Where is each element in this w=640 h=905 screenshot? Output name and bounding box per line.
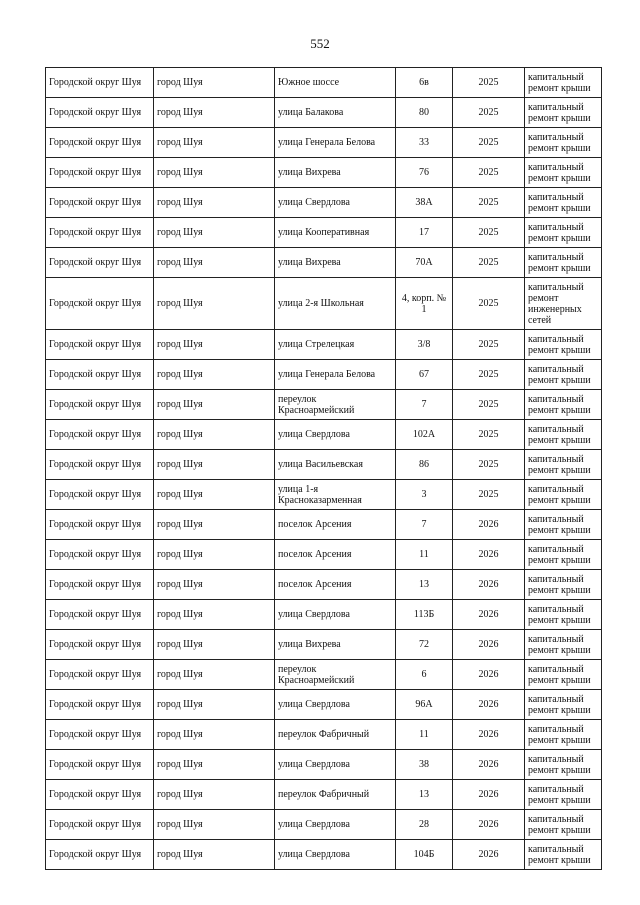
house-number-cell: 4, корп. № 1	[396, 278, 453, 330]
city-cell: город Шуя	[154, 450, 275, 480]
house-number-cell: 86	[396, 450, 453, 480]
page-number: 552	[310, 36, 330, 51]
table-row	[46, 660, 602, 690]
municipality-cell: Городской округ Шуя	[46, 540, 154, 570]
year-cell: 2026	[453, 750, 525, 780]
work-type-cell: капитальный ремонт крыши	[525, 98, 602, 128]
street-cell: улица Свердлова	[275, 690, 396, 720]
year-cell: 2025	[453, 390, 525, 420]
work-type-cell: капитальный ремонт крыши	[525, 390, 602, 420]
street-cell: улица Свердлова	[275, 188, 396, 218]
year-cell: 2025	[453, 68, 525, 98]
city-cell: город Шуя	[154, 690, 275, 720]
street-cell: поселок Арсения	[275, 570, 396, 600]
work-type-cell: капитальный ремонт крыши	[525, 660, 602, 690]
table-row	[46, 570, 602, 600]
municipality-cell: Городской округ Шуя	[46, 390, 154, 420]
table-row	[46, 128, 602, 158]
house-number-cell: 3/8	[396, 330, 453, 360]
work-type-cell: капитальный ремонт крыши	[525, 510, 602, 540]
municipality-cell: Городской округ Шуя	[46, 248, 154, 278]
table-row	[46, 750, 602, 780]
house-number-cell: 6	[396, 660, 453, 690]
house-number-cell: 38А	[396, 188, 453, 218]
house-number-cell: 7	[396, 510, 453, 540]
street-cell: улица Генерала Белова	[275, 128, 396, 158]
work-type-cell: капитальный ремонт инженерных сетей	[525, 278, 602, 330]
house-number-cell: 6в	[396, 68, 453, 98]
city-cell: город Шуя	[154, 360, 275, 390]
table-body	[46, 68, 602, 870]
table-row	[46, 720, 602, 750]
house-number-cell: 38	[396, 750, 453, 780]
work-type-cell: капитальный ремонт крыши	[525, 68, 602, 98]
year-cell: 2025	[453, 218, 525, 248]
work-type-cell: капитальный ремонт крыши	[525, 248, 602, 278]
street-cell: улица Свердлова	[275, 750, 396, 780]
city-cell: город Шуя	[154, 510, 275, 540]
table-row	[46, 450, 602, 480]
municipality-cell: Городской округ Шуя	[46, 450, 154, 480]
street-cell: переулок Фабричный	[275, 780, 396, 810]
year-cell: 2025	[453, 188, 525, 218]
city-cell: город Шуя	[154, 98, 275, 128]
year-cell: 2026	[453, 780, 525, 810]
year-cell: 2025	[453, 420, 525, 450]
year-cell: 2025	[453, 450, 525, 480]
repair-schedule-table	[45, 67, 602, 870]
city-cell: город Шуя	[154, 390, 275, 420]
municipality-cell: Городской округ Шуя	[46, 810, 154, 840]
year-cell: 2026	[453, 600, 525, 630]
city-cell: город Шуя	[154, 420, 275, 450]
house-number-cell: 96А	[396, 690, 453, 720]
work-type-cell: капитальный ремонт крыши	[525, 780, 602, 810]
city-cell: город Шуя	[154, 570, 275, 600]
street-cell: улица Вихрева	[275, 248, 396, 278]
work-type-cell: капитальный ремонт крыши	[525, 360, 602, 390]
city-cell: город Шуя	[154, 248, 275, 278]
table-row	[46, 510, 602, 540]
municipality-cell: Городской округ Шуя	[46, 630, 154, 660]
house-number-cell: 80	[396, 98, 453, 128]
work-type-cell: капитальный ремонт крыши	[525, 188, 602, 218]
street-cell: переулок Красноармейский	[275, 660, 396, 690]
house-number-cell: 33	[396, 128, 453, 158]
house-number-cell: 28	[396, 810, 453, 840]
table-row	[46, 810, 602, 840]
street-cell: Южное шоссе	[275, 68, 396, 98]
city-cell: город Шуя	[154, 68, 275, 98]
house-number-cell: 11	[396, 720, 453, 750]
municipality-cell: Городской округ Шуя	[46, 780, 154, 810]
year-cell: 2025	[453, 480, 525, 510]
table-row	[46, 690, 602, 720]
city-cell: город Шуя	[154, 630, 275, 660]
municipality-cell: Городской округ Шуя	[46, 218, 154, 248]
street-cell: улица Генерала Белова	[275, 360, 396, 390]
city-cell: город Шуя	[154, 810, 275, 840]
municipality-cell: Городской округ Шуя	[46, 660, 154, 690]
municipality-cell: Городской округ Шуя	[46, 158, 154, 188]
municipality-cell: Городской округ Шуя	[46, 278, 154, 330]
table-row	[46, 360, 602, 390]
work-type-cell: капитальный ремонт крыши	[525, 128, 602, 158]
work-type-cell: капитальный ремонт крыши	[525, 600, 602, 630]
house-number-cell: 11	[396, 540, 453, 570]
street-cell: улица 1-я Красноказарменная	[275, 480, 396, 510]
house-number-cell: 72	[396, 630, 453, 660]
year-cell: 2026	[453, 690, 525, 720]
house-number-cell: 67	[396, 360, 453, 390]
street-cell: переулок Красноармейский	[275, 390, 396, 420]
street-cell: улица Вихрева	[275, 630, 396, 660]
work-type-cell: капитальный ремонт крыши	[525, 158, 602, 188]
year-cell: 2026	[453, 540, 525, 570]
municipality-cell: Городской округ Шуя	[46, 68, 154, 98]
municipality-cell: Городской округ Шуя	[46, 600, 154, 630]
municipality-cell: Городской округ Шуя	[46, 510, 154, 540]
work-type-cell: капитальный ремонт крыши	[525, 840, 602, 870]
street-cell: поселок Арсения	[275, 540, 396, 570]
house-number-cell: 113Б	[396, 600, 453, 630]
work-type-cell: капитальный ремонт крыши	[525, 630, 602, 660]
work-type-cell: капитальный ремонт крыши	[525, 450, 602, 480]
table-row	[46, 278, 602, 330]
city-cell: город Шуя	[154, 600, 275, 630]
table-row	[46, 248, 602, 278]
table-row	[46, 540, 602, 570]
city-cell: город Шуя	[154, 218, 275, 248]
year-cell: 2025	[453, 158, 525, 188]
municipality-cell: Городской округ Шуя	[46, 720, 154, 750]
house-number-cell: 3	[396, 480, 453, 510]
street-cell: улица Васильевская	[275, 450, 396, 480]
municipality-cell: Городской округ Шуя	[46, 188, 154, 218]
house-number-cell: 7	[396, 390, 453, 420]
year-cell: 2026	[453, 810, 525, 840]
table-row	[46, 780, 602, 810]
municipality-cell: Городской округ Шуя	[46, 360, 154, 390]
table-row	[46, 218, 602, 248]
city-cell: город Шуя	[154, 128, 275, 158]
year-cell: 2025	[453, 360, 525, 390]
work-type-cell: капитальный ремонт крыши	[525, 690, 602, 720]
house-number-cell: 13	[396, 570, 453, 600]
city-cell: город Шуя	[154, 278, 275, 330]
year-cell: 2025	[453, 248, 525, 278]
table-row	[46, 630, 602, 660]
house-number-cell: 76	[396, 158, 453, 188]
table-row	[46, 158, 602, 188]
table-row	[46, 330, 602, 360]
house-number-cell: 104Б	[396, 840, 453, 870]
city-cell: город Шуя	[154, 540, 275, 570]
municipality-cell: Городской округ Шуя	[46, 330, 154, 360]
house-number-cell: 102А	[396, 420, 453, 450]
street-cell: улица Свердлова	[275, 840, 396, 870]
work-type-cell: капитальный ремонт крыши	[525, 540, 602, 570]
work-type-cell: капитальный ремонт крыши	[525, 218, 602, 248]
city-cell: город Шуя	[154, 660, 275, 690]
house-number-cell: 13	[396, 780, 453, 810]
year-cell: 2026	[453, 510, 525, 540]
work-type-cell: капитальный ремонт крыши	[525, 570, 602, 600]
work-type-cell: капитальный ремонт крыши	[525, 330, 602, 360]
municipality-cell: Городской округ Шуя	[46, 750, 154, 780]
table-row	[46, 390, 602, 420]
street-cell: улица Стрелецкая	[275, 330, 396, 360]
table-row	[46, 840, 602, 870]
municipality-cell: Городской округ Шуя	[46, 570, 154, 600]
table-row	[46, 480, 602, 510]
municipality-cell: Городской округ Шуя	[46, 420, 154, 450]
year-cell: 2025	[453, 330, 525, 360]
year-cell: 2026	[453, 840, 525, 870]
year-cell: 2026	[453, 720, 525, 750]
year-cell: 2026	[453, 630, 525, 660]
work-type-cell: капитальный ремонт крыши	[525, 480, 602, 510]
municipality-cell: Городской округ Шуя	[46, 98, 154, 128]
table-row	[46, 68, 602, 98]
table-row	[46, 188, 602, 218]
municipality-cell: Городской округ Шуя	[46, 690, 154, 720]
street-cell: поселок Арсения	[275, 510, 396, 540]
year-cell: 2025	[453, 278, 525, 330]
street-cell: переулок Фабричный	[275, 720, 396, 750]
city-cell: город Шуя	[154, 840, 275, 870]
work-type-cell: капитальный ремонт крыши	[525, 750, 602, 780]
year-cell: 2025	[453, 98, 525, 128]
table-row	[46, 98, 602, 128]
municipality-cell: Городской округ Шуя	[46, 128, 154, 158]
city-cell: город Шуя	[154, 480, 275, 510]
city-cell: город Шуя	[154, 188, 275, 218]
street-cell: улица Вихрева	[275, 158, 396, 188]
house-number-cell: 17	[396, 218, 453, 248]
municipality-cell: Городской округ Шуя	[46, 840, 154, 870]
table-row	[46, 600, 602, 630]
city-cell: город Шуя	[154, 158, 275, 188]
city-cell: город Шуя	[154, 780, 275, 810]
street-cell: улица 2-я Школьная	[275, 278, 396, 330]
year-cell: 2026	[453, 660, 525, 690]
street-cell: улица Кооперативная	[275, 218, 396, 248]
city-cell: город Шуя	[154, 750, 275, 780]
table-row	[46, 420, 602, 450]
street-cell: улица Свердлова	[275, 600, 396, 630]
year-cell: 2026	[453, 570, 525, 600]
street-cell: улица Балакова	[275, 98, 396, 128]
city-cell: город Шуя	[154, 720, 275, 750]
municipality-cell: Городской округ Шуя	[46, 480, 154, 510]
work-type-cell: капитальный ремонт крыши	[525, 720, 602, 750]
street-cell: улица Свердлова	[275, 420, 396, 450]
work-type-cell: капитальный ремонт крыши	[525, 420, 602, 450]
city-cell: город Шуя	[154, 330, 275, 360]
house-number-cell: 70А	[396, 248, 453, 278]
year-cell: 2025	[453, 128, 525, 158]
street-cell: улица Свердлова	[275, 810, 396, 840]
work-type-cell: капитальный ремонт крыши	[525, 810, 602, 840]
